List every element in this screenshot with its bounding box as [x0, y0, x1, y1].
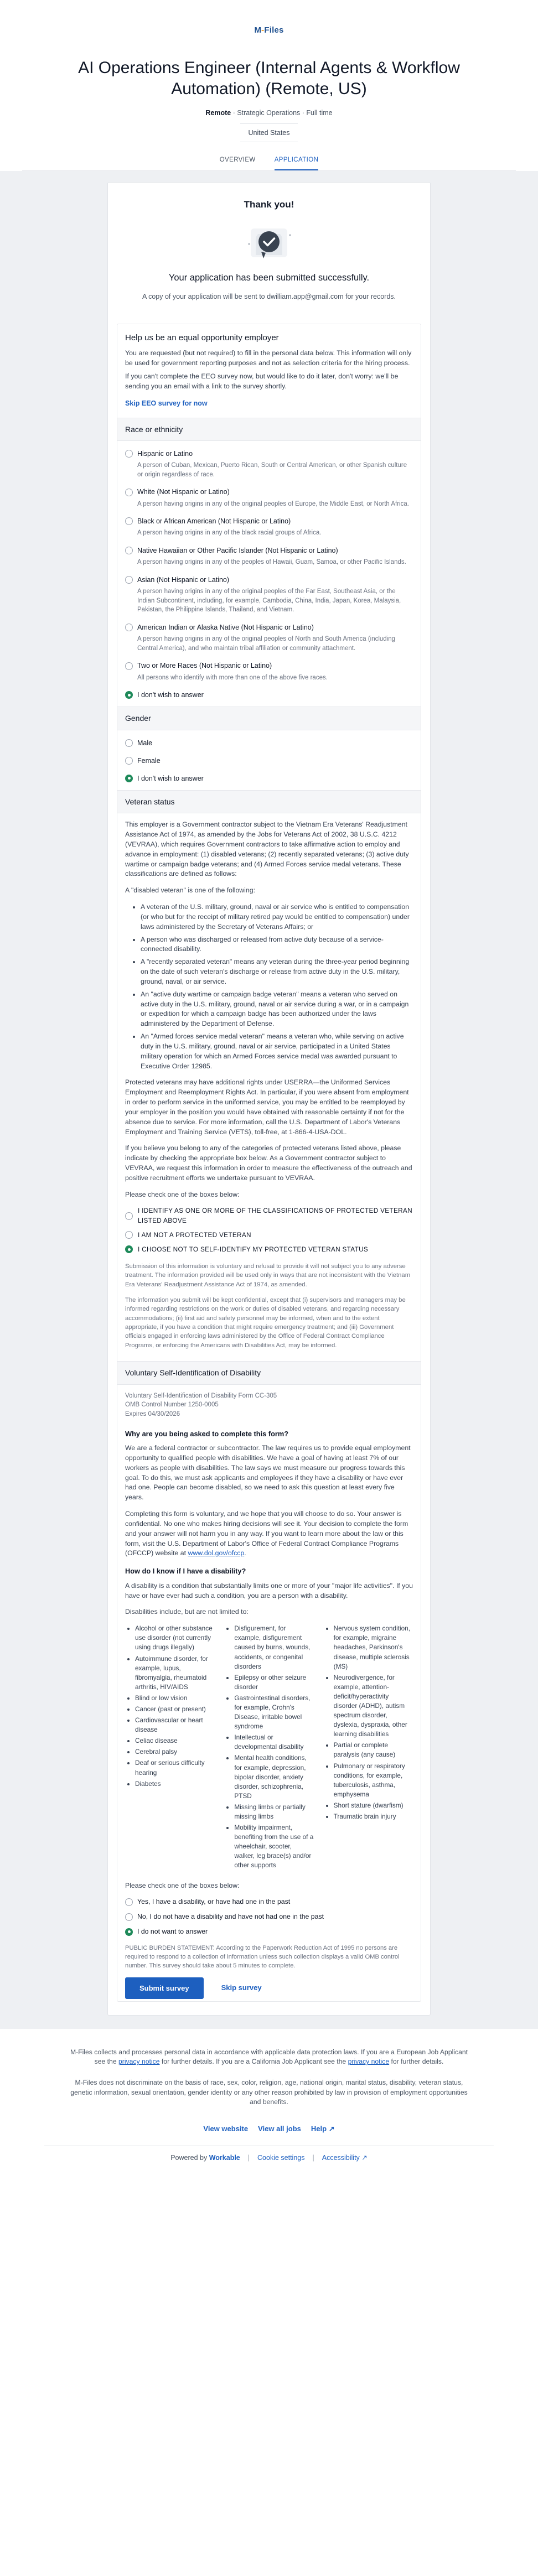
condition-item: • Cancer (past or present)	[135, 1705, 214, 1714]
success-message: Your application has been submitted successfully.	[168, 273, 370, 283]
radio-button[interactable]	[125, 1913, 133, 1921]
condition-item: • Deaf or serious difficulty hearing	[135, 1758, 214, 1777]
veteran-option[interactable]: I CHOOSE NOT TO SELF-IDENTIFY MY PROTECTED VETERAN STATUS	[125, 1245, 413, 1254]
skip-survey-button[interactable]: Skip survey	[221, 1983, 262, 1992]
eeo-survey	[117, 324, 421, 2001]
privacy-text: M-Files collects and processes personal data in accordance with applicable data protection laws. If you are a European Job Applicant see the privacy notice for further details. If you are a California Job Applicant see the privacy notice for further details.	[70, 2048, 468, 2066]
condition-item: • Pulmonary or respiratory conditions, for example, tuberculosis, asthma, emphysema	[334, 1762, 413, 1799]
radio-button[interactable]	[125, 1898, 133, 1906]
tab-overview[interactable]: OVERVIEW	[219, 156, 256, 163]
job-meta: Remote · Strategic Operations · Full time	[205, 108, 333, 117]
help-link[interactable]: Help ↗	[311, 2125, 335, 2133]
condition-item: • Traumatic brain injury	[334, 1812, 413, 1821]
radio-button[interactable]	[125, 1231, 133, 1239]
job-location: United States	[240, 123, 297, 142]
conditions-column	[135, 1624, 214, 1872]
condition-item: • Intellectual or developmental disability	[234, 1733, 313, 1752]
conditions-column	[234, 1624, 313, 1872]
view-website-link[interactable]: View website	[203, 2125, 249, 2133]
disability-paragraph: Please check one of the boxes below:	[125, 1881, 240, 1889]
race-option: Hispanic or Latino A person of Cuban, Mexican, Puerto Rican, South or Central American, or other Spanish culture or origin regardless of race.	[125, 449, 413, 479]
ofccp-link[interactable]: www.dol.gov/ofccp	[188, 1549, 245, 1557]
condition-item: • Short stature (dwarfism)	[334, 1801, 413, 1810]
gender-option: I don't wish to answer	[125, 773, 413, 783]
disability-body	[117, 1385, 421, 2001]
disability-paragraph: Disabilities include, but are not limited to:	[125, 1608, 249, 1616]
disability-option[interactable]: I do not want to answer	[125, 1927, 413, 1937]
thank-you-panel	[117, 195, 421, 302]
condition-item: • Cerebral palsy	[135, 1747, 214, 1757]
success-illustration-icon	[236, 221, 302, 264]
radio-button[interactable]	[125, 547, 133, 554]
condition-item: • Alcohol or other substance use disorder (not currently using drugs illegally)	[135, 1624, 214, 1652]
condition-item: • Blind or low vision	[135, 1694, 214, 1703]
eeo-intro	[117, 324, 421, 418]
page-background	[0, 171, 538, 2028]
gender-option: Female	[125, 756, 413, 766]
veteran-option[interactable]: I AM NOT A PROTECTED VETERAN	[125, 1230, 413, 1240]
radio-button[interactable]	[125, 739, 133, 747]
page-header	[0, 0, 538, 171]
privacy-notice-link[interactable]: privacy notice	[348, 2058, 390, 2066]
veteran-paragraph: If you believe you belong to any of the categories of protected veterans listed above, please indicate by checking the appropriate box below. As a Government contractor subject to VEVRAA, we request this information in order to measure the effectiveness of the outreach and positive recruitment efforts we undertake pursuant to VEVRAA.	[125, 1144, 412, 1182]
veteran-paragraph: Protected veterans may have additional rights under USERRA—the Uniformed Services Employment and Reemployment Rights Act. In particular, if you were absent from employment in order to perform service in the uniformed service, you may be entitled to be reemployed by your employer in the position you would have obtained with reasonable certainty if not for the absence due to service. For more information, call the U.S. Department of Labor's Veterans Employment and Training Service (VETS), toll-free, at 1-866-4-USA-DOL.	[125, 1078, 409, 1136]
tab-application[interactable]: APPLICATION	[275, 151, 319, 171]
radio-button[interactable]	[125, 757, 133, 765]
condition-item: • Partial or complete paralysis (any cause)	[334, 1741, 413, 1759]
condition-item: • Neurodivergence, for example, attention-deficit/hyperactivity disorder (ADHD), autism spectrum disorder, dyslexia, dyspraxia, other learning disabilities	[334, 1673, 413, 1739]
how-heading: How do I know if I have a disability?	[125, 1567, 246, 1576]
survey-actions	[125, 1977, 413, 1999]
list-item: • A veteran of the U.S. military, ground, naval or air service who is entitled to compensation (or who but for the receipt of military retired pay would be entitled to compensation) under laws administered by the Secretary of Veterans Affairs; or	[141, 902, 413, 932]
job-title: AI Operations Engineer (Internal Agents & Workflow Automation) (Remote, US)	[78, 58, 460, 98]
accessibility-link[interactable]: Accessibility ↗	[322, 2153, 368, 2162]
company-logo[interactable]: M-Files	[254, 25, 284, 35]
list-item: • A person who was discharged or released from active duty because of a service-connected disability.	[141, 935, 413, 955]
race-option: American Indian or Alaska Native (Not Hispanic or Latino) A person having origins in any of the original peoples of North and South America (including Central America), and who maintain tribal affiliation or community attachment.	[125, 622, 413, 653]
copy-note: A copy of your application will be sent to dwilliam.app@gmail.com for your records.	[142, 293, 396, 301]
race-option: Asian (Not Hispanic or Latino) A person having origins in any of the original peoples of the Far East, Southeast Asia, or the Indian Subcontinent, including, for example, Cambodia, China, India, Japan, Korea, Malaysia, Pakistan, the Philippine Islands, Thailand, and Vietnam.	[125, 575, 413, 615]
disability-option[interactable]: No, I do not have a disability and have not had one in the past	[125, 1912, 413, 1922]
veteran-paragraph: Please check one of the boxes below:	[125, 1190, 240, 1198]
eeo-paragraph: You are requested (but not required) to fill in the personal data below. This information will only be used for government reporting purposes and not as selection criteria for the hiring process.	[125, 349, 412, 367]
powered-by-bar: Powered by Workable | Cookie settings | Accessibility ↗	[44, 2146, 494, 2163]
race-section-heading: Race or ethnicity	[117, 418, 421, 441]
workable-logo[interactable]: Workable	[209, 2153, 240, 2162]
list-item: • An "Armed forces service medal veteran" means a veteran who, while serving on active duty in the U.S. military, ground, naval or air service, participated in a United States military operation for which an Armed Forces service medal was awarded pursuant to Executive Order 12985.	[141, 1032, 413, 1071]
disability-paragraph: We are a federal contractor or subcontractor. The law requires us to provide equal employment opportunity to qualified people with disabilities. We have a goal of having at least 7% of our workers as people with disabilities. The law says we must measure our progress towards this goal. To do this, we must ask applicants and employees if they have a disability or have ever had one. People can become disabled, so we need to ask this question at least every five years.	[125, 1444, 411, 1502]
veteran-note: Submission of this information is voluntary and refusal to provide it will not subject you to any adverse treatment. The information provided will be used only in ways that are not inconsistent with the Vietnam Era Veterans' Readjustment Assistance Act of 1974, as amended.	[125, 1263, 411, 1288]
radio-button[interactable]	[125, 489, 133, 496]
eeo-paragraph: If you can't complete the EEO survey now, but would like to do it later, don't worry: we'll be sending you an email with a link to the survey shortly.	[125, 372, 399, 390]
veteran-body	[117, 813, 421, 1361]
privacy-notice-link[interactable]: privacy notice	[118, 2058, 160, 2066]
gender-section-heading: Gender	[117, 707, 421, 730]
veteran-paragraph: A "disabled veteran" is one of the following:	[125, 886, 256, 895]
external-link-icon: ↗	[361, 2153, 368, 2162]
job-tabs	[22, 151, 516, 172]
burden-statement: PUBLIC BURDEN STATEMENT: According to the Paperwork Reduction Act of 1995 no persons are required to respond to a collection of information unless such collection displays a valid OMB control number. This survey should take about 5 minutes to complete.	[125, 1944, 400, 1970]
application-card	[107, 182, 431, 2015]
radio-button-selected[interactable]	[125, 691, 133, 699]
radio-button[interactable]	[125, 662, 133, 670]
condition-item: • Mental health conditions, for example, depression, bipolar disorder, anxiety disorder, schizophrenia, PTSD	[234, 1753, 313, 1800]
list-item: • A "recently separated veteran" means any veteran during the three-year period beginning on the date of such veteran's discharge or release from active duty in the U.S. military, ground, naval, or air service.	[141, 957, 413, 986]
condition-item: • Disfigurement, for example, disfigurement caused by burns, wounds, accidents, or congenital disorders	[234, 1624, 313, 1671]
radio-button[interactable]	[125, 450, 133, 458]
veteran-option[interactable]: I IDENTIFY AS ONE OR MORE OF THE CLASSIFICATIONS OF PROTECTED VETERAN LISTED ABOVE	[125, 1206, 413, 1225]
race-option: Native Hawaiian or Other Pacific Islander (Not Hispanic or Latino) A person having origins in any of the peoples of Hawaii, Guam, Samoa, or other Pacific Islands.	[125, 546, 413, 567]
condition-item: • Mobility impairment, benefiting from the use of a wheelchair, scooter, walker, leg brace(s) and/or other supports	[234, 1823, 313, 1870]
disability-paragraph: A disability is a condition that substantially limits one or more of your "major life activities". If you have or have ever had such a condition, you are a person with a disability.	[125, 1581, 413, 1599]
radio-button[interactable]	[125, 576, 133, 584]
condition-item: • Autoimmune disorder, for example, lupus, fibromyalgia, rheumatoid arthritis, HIV/AIDS	[135, 1654, 214, 1692]
page-footer	[0, 2029, 538, 2173]
radio-button[interactable]	[125, 517, 133, 525]
conditions-column	[334, 1624, 413, 1872]
veteran-section-heading: Veteran status	[117, 790, 421, 813]
condition-item: • Cardiovascular or heart disease	[135, 1716, 214, 1734]
radio-button[interactable]	[125, 1212, 133, 1220]
gender-options	[117, 730, 421, 790]
condition-item: • Celiac disease	[135, 1736, 214, 1746]
footer-links	[44, 2124, 494, 2134]
race-option: Two or More Races (Not Hispanic or Latino) All persons who identify with more than one of the above five races.	[125, 661, 413, 682]
gender-option: Male	[125, 738, 413, 748]
condition-item: • Nervous system condition, for example, migraine headaches, Parkinson's disease, multiple sclerosis (MS)	[334, 1624, 413, 1671]
non-discrimination-text: M-Files does not discriminate on the basis of race, sex, color, religion, age, national origin, marital status, disability, veteran status, genetic information, sexual orientation, gender identity or any other reason prohibited by law in provision of employment opportunities and benefits.	[70, 2078, 468, 2106]
veteran-paragraph: This employer is a Government contractor subject to the Vietnam Era Veterans' Readjustment Assistance Act of 1974, as amended by the Jobs for Veterans Act of 2002, 38 U.S.C. 4212 (VEVRAA), which requires Government contractors to take affirmative action to employ and advance in employment: (1) disabled veterans; (2) recently separated veterans; (3) active duty wartime or campaign badge veterans; and (4) Armed Forces service medal veterans. These classifications are defined as follows:	[125, 820, 409, 878]
cookie-settings-link[interactable]: Cookie settings	[257, 2153, 305, 2162]
radio-button[interactable]	[125, 624, 133, 631]
disability-section-heading: Voluntary Self-Identification of Disability	[117, 1361, 421, 1384]
veteran-note: The information you submit will be kept confidential, except that (i) supervisors and managers may be informed regarding restrictions on the work or duties of disabled veterans, and regarding necessary accommodations; (ii) first aid and safety personnel may be informed, when and to the extent appropriate, if you have a condition that might require emergency treatment; and (iii) Government officials engaged in enforcing laws administered by the Office of Federal Contract Compliance Programs, or enforcing the Americans with Disabilities Act, may be informed.	[125, 1296, 406, 1349]
disability-paragraph: Completing this form is voluntary, and we hope that you will choose to do so. Your answer is confidential. No one who makes hiring decisions will see it. Your decision to complete the form and your answer will not harm you in any way. If you want to learn more about the law or this form, visit the U.S. Department of Labor's Office of Federal Contract Compliance Programs (OFCCP) website at www.dol.gov/ofccp.	[125, 1510, 408, 1557]
condition-item: • Missing limbs or partially missing limbs	[234, 1803, 313, 1821]
thank-you-heading: Thank you!	[244, 199, 294, 210]
condition-item: • Diabetes	[135, 1779, 214, 1789]
skip-eeo-link[interactable]: Skip EEO survey for now	[125, 399, 208, 407]
eeo-heading: Help us be an equal opportunity employer	[125, 333, 279, 343]
radio-button-selected[interactable]	[125, 1245, 133, 1253]
view-all-jobs-link[interactable]: View all jobs	[258, 2125, 301, 2133]
condition-item: • Gastrointestinal disorders, for example, Crohn's Disease, irritable bowel syndrome	[234, 1694, 313, 1731]
condition-item: • Epilepsy or other seizure disorder	[234, 1673, 313, 1692]
why-heading: Why are you being asked to complete this form?	[125, 1429, 289, 1438]
conditions-grid	[125, 1624, 413, 1872]
form-meta: Voluntary Self-Identification of Disability Form CC-305 OMB Control Number 1250-0005 Expires 04/30/2026	[125, 1392, 277, 1417]
powered-by: Powered by Workable	[170, 2153, 240, 2162]
race-option: Black or African American (Not Hispanic or Latino) A person having origins in any of the black racial groups of Africa.	[125, 516, 413, 538]
list-item: • An "active duty wartime or campaign badge veteran" means a veteran who served on active duty in the U.S. military, ground, naval or air service during a war, or in a campaign or expedition for which a campaign badge has been authorized under the laws administered by the Department of Defense.	[141, 990, 413, 1029]
submit-survey-button[interactable]: Submit survey	[125, 1977, 204, 1999]
external-link-icon: ↗	[328, 2125, 335, 2133]
race-option: White (Not Hispanic or Latino) A person having origins in any of the original peoples of Europe, the Middle East, or North Africa.	[125, 487, 413, 508]
race-options	[117, 441, 421, 707]
radio-button-selected[interactable]	[125, 1928, 133, 1936]
disability-option[interactable]: Yes, I have a disability, or have had one in the past	[125, 1897, 413, 1907]
radio-button-selected[interactable]	[125, 775, 133, 782]
veteran-definitions	[141, 902, 413, 1071]
race-option: I don't wish to answer	[125, 690, 413, 700]
